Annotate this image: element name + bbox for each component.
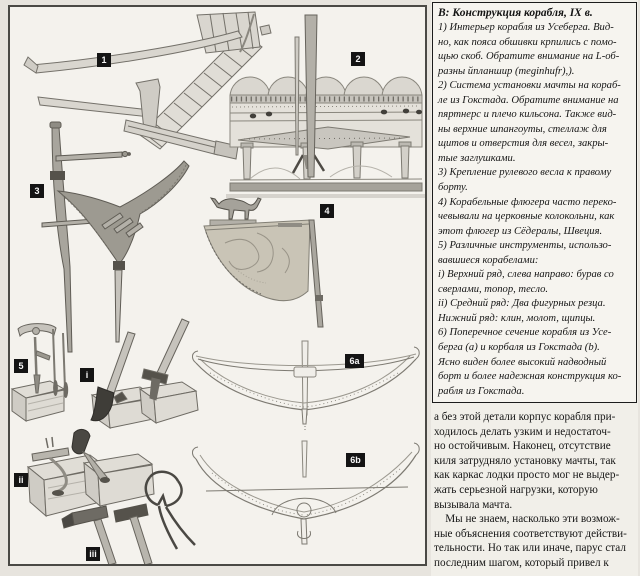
caption-line: 5) Различные инструменты, использо-: [438, 240, 612, 252]
body-text-line: но остойчивым. Наконец, отсутствие: [434, 440, 611, 453]
caption-line: но, как пояса обшивки крпились с помо-: [438, 36, 617, 48]
illustration-panel: [8, 5, 427, 566]
caption-line: ле из Гокстада. Обратите внимание на: [438, 94, 619, 106]
ship-construction-drawings: [10, 7, 425, 564]
caption-line: 3) Крепление рулевого весла к правому: [438, 167, 612, 179]
caption-title: В: Конструкция корабля, IX в.: [438, 7, 593, 19]
body-text-line: Мы не знаем, насколько эти возмож-: [434, 513, 620, 526]
caption-line: тые заглушками.: [438, 152, 516, 164]
caption-line: борту.: [438, 182, 468, 194]
caption-line: ii) Средний ряд: Два фигурных резца.: [438, 298, 606, 310]
caption-line: щитов и отверстия для весел, закры-: [438, 138, 609, 150]
figure-label-1: 1: [97, 53, 111, 67]
figure-label-iii: iii: [86, 547, 100, 561]
caption-line: вавшиеся корабелами:: [438, 254, 539, 266]
caption-line: Нижний ряд: клин, молот, щипцы.: [438, 312, 596, 324]
figure-label-i: i: [80, 368, 94, 382]
caption-line: 1) Интерьер корабля из Усеберга. Вид-: [438, 22, 614, 33]
caption-line: 2) Система установки мачты на кораб-: [438, 80, 621, 92]
steering-oar-drawing: [42, 122, 189, 352]
caption-line: ны верхние шпангоуты, стеллаж для: [438, 123, 607, 135]
caption-line: сверлами, топор, тесло.: [438, 283, 549, 295]
figure-label-6a: 6a: [345, 354, 364, 368]
caption-line: 6) Поперечное сечение корабля из Усе-: [438, 327, 612, 339]
body-text-line: ные объяснения соответствуют действи-: [434, 527, 627, 540]
chisels-drawing: [28, 429, 154, 516]
figure-label-6b: 6b: [346, 453, 365, 467]
body-text-line: ходилось делать узким и недостаточ-: [434, 425, 611, 438]
figure-label-5: 5: [14, 359, 28, 373]
axes-drawing: [91, 319, 198, 428]
caption-line: i) Верхний ряд, слева направо: бурав со: [438, 269, 614, 281]
body-text-line: вызывала мачта.: [434, 498, 513, 511]
caption-line: этот флюгер из Сёдералы, Швеция.: [438, 225, 603, 237]
caption-line: рабля из Гокстада.: [438, 385, 525, 397]
caption-line: пяртнерс и плечо кильсона. Также вид-: [438, 109, 617, 121]
caption-lines: [438, 21, 631, 399]
body-text-line: жать серьезной нагрузки, которую: [434, 483, 598, 496]
figure-label-3: 3: [30, 184, 44, 198]
body-text-line: как каркас лодки просто мог не выдер-: [434, 469, 620, 482]
figure-label-ii: ii: [14, 473, 28, 487]
text-column: [431, 0, 638, 576]
body-text-line: киля затрудняло установку мачты, так: [434, 454, 616, 467]
oseberg-cross-section-drawing: [192, 341, 419, 431]
caption-line: чевывали на церковные колокольни, как: [438, 211, 615, 223]
caption-line: 4) Корабельные флюгера часто переко-: [438, 196, 617, 208]
caption-line: разны йпланшир (meginhufr),).: [438, 65, 575, 77]
body-text-line: а без этой детали корпус корабля при-: [434, 411, 616, 423]
figure-label-4: 4: [320, 204, 334, 218]
caption-line: щью скоб. Обратите внимание на L-об-: [438, 51, 620, 63]
figure-label-2: 2: [351, 52, 365, 66]
caption-line: борт и более надежная конструкция ко-: [438, 371, 622, 383]
weathervane-drawing: [204, 198, 323, 327]
figure-caption-box: [432, 2, 637, 403]
gokstad-cross-section-drawing: [192, 441, 419, 544]
caption-line: берга (a) и корбаля из Гокстада (b).: [438, 342, 600, 354]
body-text-line: тельности. Но так или иначе, парус стал: [434, 542, 626, 555]
caption-line: Ясно виден более высокий надводный: [438, 356, 607, 368]
body-paragraphs: [434, 410, 636, 571]
body-text-line: последним шагом, который привел к: [434, 556, 609, 569]
